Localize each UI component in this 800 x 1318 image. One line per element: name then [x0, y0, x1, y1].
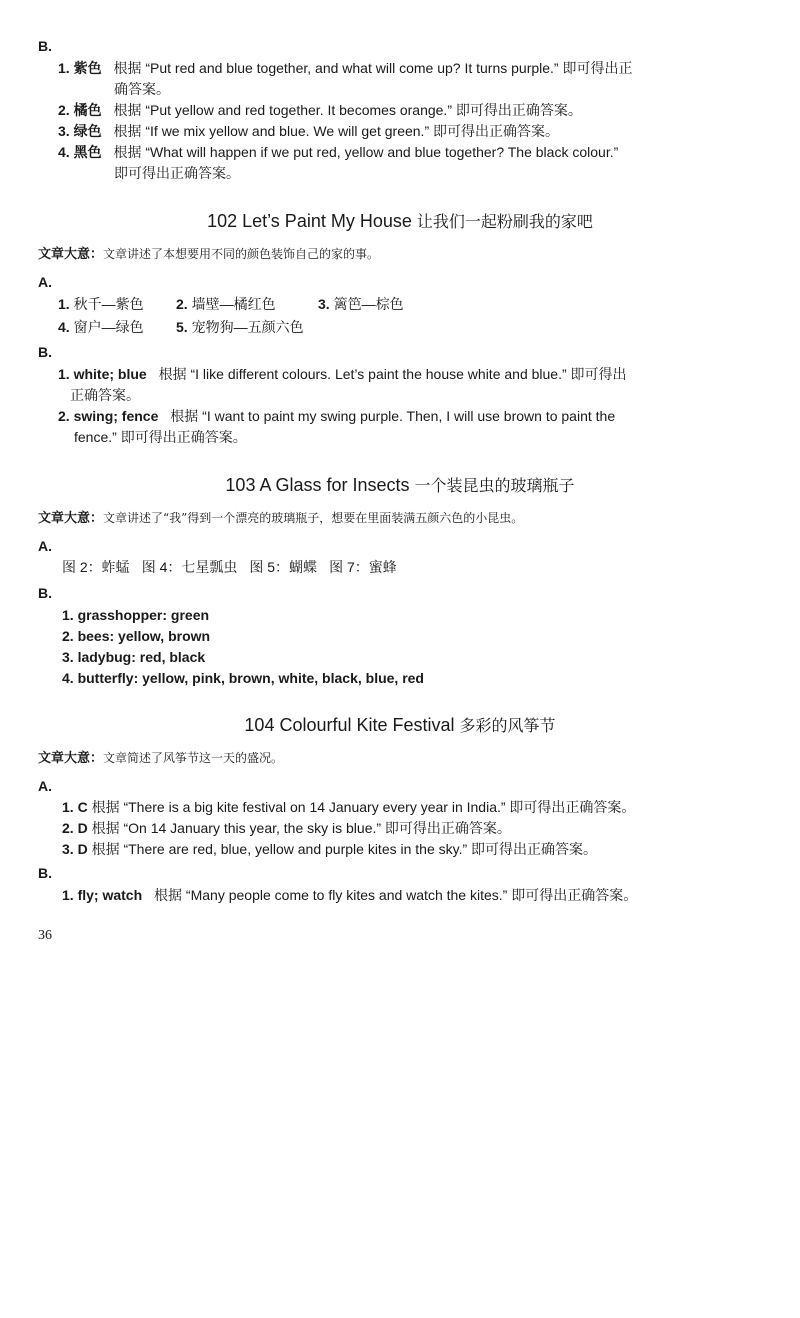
item-answer: 绿色 [73, 123, 102, 139]
item-explanation: 根据 “If we mix yellow and blue. We will get green.” 即可得出正确答案。 [113, 123, 559, 139]
title-english: 102 Let’s Paint My House [207, 211, 412, 231]
item-number: 2. [58, 102, 70, 118]
item-explanation: 根据 “I like different colours. Let’s paint the house white and blue.” 即可得出 [158, 366, 627, 382]
answer-item: 1. grasshopper: green [62, 607, 210, 623]
item-text: 图 5：蝴蝶 [249, 559, 318, 575]
summary-text: 文章讲述了“我”得到一个漂亮的玻璃瓶子，想要在里面装满五颜六色的小昆虫。 [103, 511, 524, 525]
item-number: 3. [58, 123, 70, 139]
item-text: 图 7：蜜蜂 [329, 559, 397, 575]
item-number: 1. [62, 887, 74, 903]
item-explanation: 根据 “I want to paint my swing purple. Then, I will use brown to paint the [170, 408, 616, 424]
item-explanation-continued: 即可得出正确答案。 [114, 165, 240, 181]
section-label-b: B. [38, 865, 52, 881]
item-number: 2. [176, 296, 188, 312]
answer-item [58, 121, 559, 142]
answer-item [58, 317, 144, 338]
item-explanation: 根据 “There is a big kite festival on 14 January every year in India.” 即可得出正确答案。 [91, 799, 636, 815]
page-number: 36 [38, 928, 52, 943]
item-number: 1. [58, 296, 70, 312]
answer-item [58, 142, 618, 163]
item-explanation-continued: 确答案。 [114, 81, 170, 97]
item-text: 图 4：七星瓢虫 [141, 559, 238, 575]
summary-text: 文章讲述了本想要用不同的颜色装饰自己的家的事。 [103, 247, 380, 261]
answer-item [62, 797, 635, 818]
item-explanation: 根据 “Put yellow and red together. It becomes orange.” 即可得出正确答案。 [113, 102, 582, 118]
item-number: 4. [58, 319, 70, 335]
item-text: 秋千—紫色 [73, 296, 144, 312]
answer-item [58, 406, 615, 427]
item-explanation-continued: fence.” 即可得出正确答案。 [74, 429, 247, 445]
title-english: 104 Colourful Kite Festival [244, 715, 455, 735]
section-label-a: A. [38, 538, 52, 554]
answer-item [176, 294, 276, 315]
section-label-b: B. [38, 38, 52, 54]
title-chinese: 一个装昆虫的玻璃瓶子 [414, 478, 575, 495]
answer-item [58, 100, 582, 121]
answer-item [62, 885, 637, 906]
item-number: 1. [58, 366, 70, 382]
item-explanation: 根据 “Many people come to fly kites and watch the kites.” 即可得出正确答案。 [154, 887, 638, 903]
article-summary [38, 748, 283, 768]
article-summary [38, 508, 523, 528]
item-answer: 橘色 [73, 102, 102, 118]
section-title-102 [0, 209, 800, 235]
item-explanation: 根据 “There are red, blue, yellow and purple kites in the sky.” 即可得出正确答案。 [91, 841, 598, 857]
section-title-103 [0, 473, 800, 499]
item-text: 篱笆—棕色 [333, 296, 404, 312]
item-number: 3. [318, 296, 330, 312]
item-answer: swing; fence [73, 408, 159, 424]
item-number: 2. [58, 408, 70, 424]
article-summary [38, 244, 379, 264]
summary-label: 文章大意： [38, 246, 104, 261]
item-number: 4. [58, 144, 70, 160]
section-label-b: B. [38, 585, 52, 601]
answer-item [318, 294, 404, 315]
item-answer: 紫色 [73, 60, 102, 76]
title-english: 103 A Glass for Insects [225, 475, 410, 495]
item-text: 宠物狗—五颜六色 [191, 319, 304, 335]
item-explanation: 根据 “What will happen if we put red, yellow and blue together? The black colour.” [113, 144, 619, 160]
item-number: 3. D [62, 841, 88, 857]
section-label-a: A. [38, 778, 52, 794]
answer-line [62, 557, 397, 578]
summary-label: 文章大意： [38, 750, 104, 765]
item-number: 1. C [62, 799, 88, 815]
section-title-104 [0, 713, 800, 739]
answer-item [62, 839, 597, 860]
answer-item [58, 58, 633, 79]
answer-item [58, 364, 627, 385]
item-text: 墙壁—橘红色 [191, 296, 276, 312]
item-number: 2. D [62, 820, 88, 836]
item-text: 窗户—绿色 [73, 319, 144, 335]
item-number: 5. [176, 319, 188, 335]
answer-item: 3. ladybug: red, black [62, 649, 206, 665]
item-number: 1. [58, 60, 70, 76]
item-explanation-continued: 正确答案。 [70, 387, 140, 403]
answer-item: 4. butterfly: yellow, pink, brown, white, black, blue, red [62, 670, 424, 686]
item-text: 图 2：蚱蜢 [62, 559, 130, 575]
answer-item: 2. bees: yellow, brown [62, 628, 211, 644]
title-chinese: 多彩的风筝节 [459, 718, 556, 735]
item-explanation: 根据 “Put red and blue together, and what will come up? It turns purple.” 即可得出正 [113, 60, 633, 76]
item-explanation: 根据 “On 14 January this year, the sky is blue.” 即可得出正确答案。 [91, 820, 511, 836]
answer-item [62, 818, 511, 839]
section-label-a: A. [38, 274, 52, 290]
summary-text: 文章简述了风筝节这一天的盛况。 [103, 751, 284, 765]
title-chinese: 让我们一起粉刷我的家吧 [416, 214, 593, 231]
summary-label: 文章大意： [38, 510, 104, 525]
item-answer: white; blue [73, 366, 147, 382]
item-answer: fly; watch [77, 887, 143, 903]
item-answer: 黑色 [73, 144, 102, 160]
section-label-b: B. [38, 344, 52, 360]
answer-item [58, 294, 144, 315]
answer-item [176, 317, 304, 338]
